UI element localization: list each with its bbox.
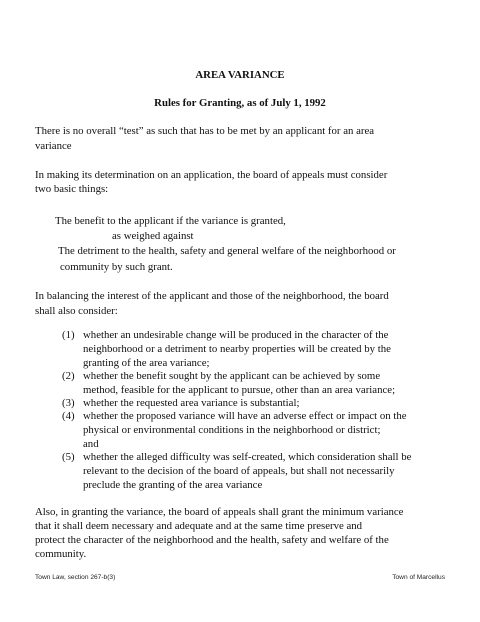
consideration-line: relevant to the decision of the board of appeals, but shall not necessarily xyxy=(83,465,395,477)
footer-town: Town of Marcellus xyxy=(392,574,445,581)
balancing-line: shall also consider: xyxy=(35,305,118,317)
consideration-number: (4) xyxy=(62,410,75,422)
consideration-line: method, feasible for the applicant to pursue, other than an area variance; xyxy=(83,384,396,396)
consideration-line: neighborhood or a detriment to nearby properties will be created by the xyxy=(83,343,391,355)
detriment-line: community by such grant. xyxy=(60,261,173,273)
consideration-line: preclude the granting of the area variance xyxy=(83,479,263,491)
decision-line: In making its determination on an application, the board of appeals must consider xyxy=(35,169,388,181)
consideration-number: (3) xyxy=(62,397,75,409)
weighed-line: as weighed against xyxy=(112,230,194,242)
closing-line: community. xyxy=(35,548,87,560)
consideration-line: whether the benefit sought by the applicant can be achieved by some xyxy=(83,370,381,382)
consideration-number: (5) xyxy=(62,451,75,463)
balancing-line: In balancing the interest of the applicant and those of the neighborhood, the board xyxy=(35,290,389,302)
consideration-line: physical or environmental conditions in the neighborhood or district; xyxy=(83,424,381,436)
benefit-line: The benefit to the applicant if the variance is granted, xyxy=(55,215,286,227)
consideration-line: whether an undesirable change will be produced in the character of the xyxy=(83,329,389,341)
consideration-line: and xyxy=(83,438,99,450)
consideration-number: (2) xyxy=(62,370,75,382)
detriment-line: The detriment to the health, safety and general welfare of the neighborhood or xyxy=(58,245,396,257)
closing-line: Also, in granting the variance, the board of appeals shall grant the minimum variance xyxy=(35,506,404,518)
intro-line: variance xyxy=(35,140,72,152)
closing-line: protect the character of the neighborhood and the health, safety and welfare of the xyxy=(35,534,389,546)
document-subtitle: Rules for Granting, as of July 1, 1992 xyxy=(154,97,326,109)
footer-citation: Town Law, section 267-b(3) xyxy=(35,574,116,581)
document-title: AREA VARIANCE xyxy=(195,69,285,81)
intro-line: There is no overall “test” as such that has to be met by an applicant for an area xyxy=(35,125,375,137)
decision-line: two basic things: xyxy=(35,183,109,195)
consideration-number: (1) xyxy=(62,329,75,341)
closing-line: that it shall deem necessary and adequate and at the same time preserve and xyxy=(35,520,363,532)
consideration-line: granting of the area variance; xyxy=(83,357,210,369)
consideration-line: whether the proposed variance will have an adverse effect or impact on the xyxy=(83,410,407,422)
consideration-line: whether the requested area variance is substantial; xyxy=(83,397,300,409)
consideration-line: whether the alleged difficulty was self-created, which consideration shall be xyxy=(83,451,412,463)
